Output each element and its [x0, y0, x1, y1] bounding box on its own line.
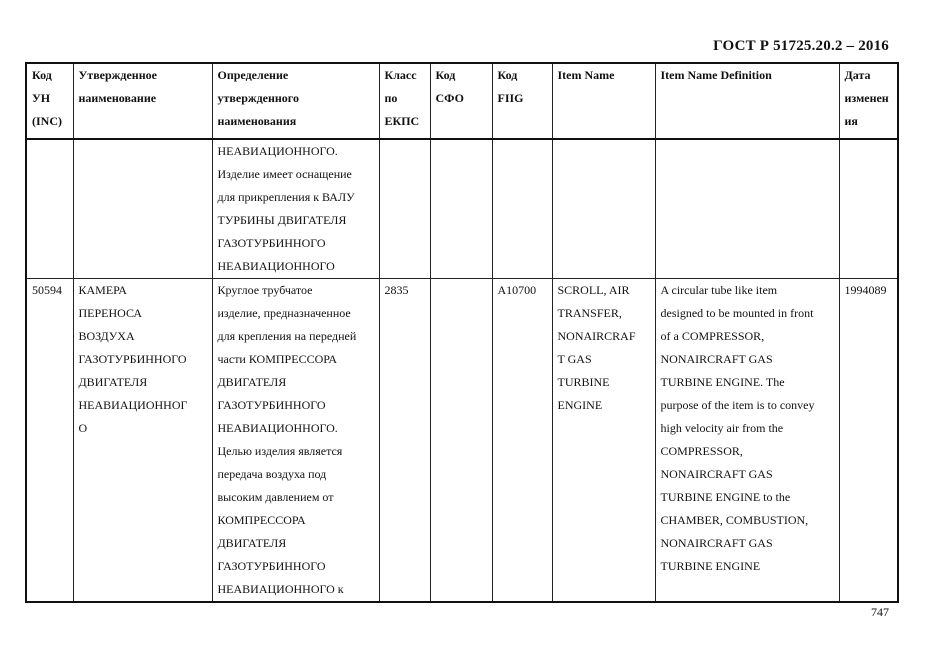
header-text-line: Код [435, 68, 456, 82]
cell-text-line: 1994089 [844, 283, 887, 297]
cell-text-line: TURBINE ENGINE [660, 559, 761, 573]
item-name-cell [552, 279, 655, 603]
sfo-code-cell [430, 139, 492, 279]
cell-text-line: ДВИГАТЕЛЯ [217, 536, 287, 550]
header-item-name [552, 63, 655, 139]
header-approved-name [73, 63, 212, 139]
header-change-date [839, 63, 898, 139]
cell-text-line: of a COMPRESSOR, [660, 329, 765, 343]
header-text-line: Утвержденное [78, 68, 157, 82]
cell-text-line: TURBINE [557, 375, 610, 389]
header-fiig-code [492, 63, 552, 139]
cell-text-line: TRANSFER, [557, 306, 622, 320]
header-definition [212, 63, 379, 139]
cell-text-line: designed to be mounted in front [660, 306, 814, 320]
header-text-line: FIIG [497, 91, 524, 105]
header-sfo-code [430, 63, 492, 139]
header-text-line: ия [844, 114, 858, 128]
cell-text-line: НЕАВИАЦИОННОГО. [217, 144, 338, 158]
cell-text-line: Изделие имеет оснащение [217, 167, 352, 181]
cell-text-line: 50594 [32, 283, 62, 297]
cell-text-line: Круглое трубчатое [217, 283, 313, 297]
table-row [26, 279, 898, 603]
cell-text-line: высоким давлением от [217, 490, 334, 504]
inc-code-cell [26, 279, 73, 603]
table-row [26, 139, 898, 279]
header-text-line: Код [497, 68, 518, 82]
cell-text-line: 2835 [384, 283, 409, 297]
cell-text-line: high velocity air from the [660, 421, 784, 435]
cell-text-line: ДВИГАТЕЛЯ [78, 375, 148, 389]
cell-text-line: ENGINE [557, 398, 603, 412]
inc-code-cell [26, 139, 73, 279]
cell-text-line: изделие, предназначенное [217, 306, 351, 320]
cell-text-line: SCROLL, AIR [557, 283, 630, 297]
ekps-class-cell [379, 139, 430, 279]
document-standard-header: ГОСТ Р 51725.20.2 – 2016 [713, 38, 889, 54]
cell-text-line: НЕАВИАЦИОННОГО. [217, 421, 338, 435]
header-text-line: изменен [844, 91, 889, 105]
header-ekps-class [379, 63, 430, 139]
cell-text-line: НЕАВИАЦИОННОГО [217, 259, 335, 273]
cell-text-line: CHAMBER, COMBUSTION, [660, 513, 809, 527]
cell-text-line: Целью изделия является [217, 444, 343, 458]
cell-text-line: NONAIRCRAFT GAS [660, 536, 773, 550]
table-body [26, 139, 898, 602]
change-date-cell [839, 139, 898, 279]
approved-name-cell [73, 279, 212, 603]
cell-text-line: ТУРБИНЫ ДВИГАТЕЛЯ [217, 213, 347, 227]
cell-text-line: A10700 [497, 283, 537, 297]
fiig-code-cell [492, 139, 552, 279]
cell-text-line: NONAIRCRAFT GAS [660, 352, 773, 366]
cell-text-line: НЕАВИАЦИОННОГО к [217, 582, 344, 596]
cell-text-line: НЕАВИАЦИОННОГ [78, 398, 188, 412]
cell-text-line: COMPRESSOR, [660, 444, 743, 458]
cell-text-line: A circular tube like item [660, 283, 778, 297]
page-number: 747 [871, 605, 889, 619]
header-text-line: по [384, 91, 398, 105]
header-text-line: ЕКПС [384, 114, 420, 128]
header-text-line: Item Name Definition [660, 68, 772, 82]
header-text-line: утвержденного [217, 91, 299, 105]
cell-text-line: ГАЗОТУРБИННОГО [217, 398, 326, 412]
cell-text-line: T GAS [557, 352, 592, 366]
header-inc-code [26, 63, 73, 139]
cell-text-line: передача воздуха под [217, 467, 327, 481]
cell-text-line: ГАЗОТУРБИННОГО [217, 559, 326, 573]
cell-text-line: ГАЗОТУРБИННОГО [78, 352, 187, 366]
ekps-class-cell [379, 279, 430, 603]
fiig-code-cell [492, 279, 552, 603]
header-text-line: Item Name [557, 68, 615, 82]
header-text-line: УН [32, 91, 51, 105]
header-text-line: Код [32, 68, 52, 82]
cell-text-line: КАМЕРА [78, 283, 127, 297]
cell-text-line: TURBINE ENGINE to the [660, 490, 791, 504]
item-name-definition-cell [655, 139, 839, 279]
cell-text-line: О [78, 421, 88, 435]
cell-text-line: TURBINE ENGINE. The [660, 375, 785, 389]
catalog-table [25, 62, 899, 603]
cell-text-line: NONAIRCRAF [557, 329, 636, 343]
cell-text-line: purpose of the item is to convey [660, 398, 815, 412]
approved-name-cell [73, 139, 212, 279]
header-text-line: Дата [844, 68, 871, 82]
cell-text-line: ПЕРЕНОСА [78, 306, 143, 320]
cell-text-line: ГАЗОТУРБИННОГО [217, 236, 326, 250]
header-text-line: СФО [435, 91, 464, 105]
definition-cell [212, 139, 379, 279]
cell-text-line: части КОМПРЕССОРА [217, 352, 338, 366]
header-text-line: Определение [217, 68, 289, 82]
header-text-line: Класс [384, 68, 417, 82]
header-text-line: наименование [78, 91, 157, 105]
item-name-definition-cell [655, 279, 839, 603]
cell-text-line: ДВИГАТЕЛЯ [217, 375, 287, 389]
change-date-cell [839, 279, 898, 603]
cell-text-line: для прикрепления к ВАЛУ [217, 190, 355, 204]
header-text-line: (INC) [32, 114, 62, 128]
cell-text-line: для крепления на передней [217, 329, 357, 343]
table-header-row [26, 63, 898, 139]
cell-text-line: ВОЗДУХА [78, 329, 135, 343]
header-text-line: наименования [217, 114, 297, 128]
header-item-name-definition [655, 63, 839, 139]
item-name-cell [552, 139, 655, 279]
definition-cell [212, 279, 379, 603]
sfo-code-cell [430, 279, 492, 603]
cell-text-line: КОМПРЕССОРА [217, 513, 306, 527]
cell-text-line: NONAIRCRAFT GAS [660, 467, 773, 481]
